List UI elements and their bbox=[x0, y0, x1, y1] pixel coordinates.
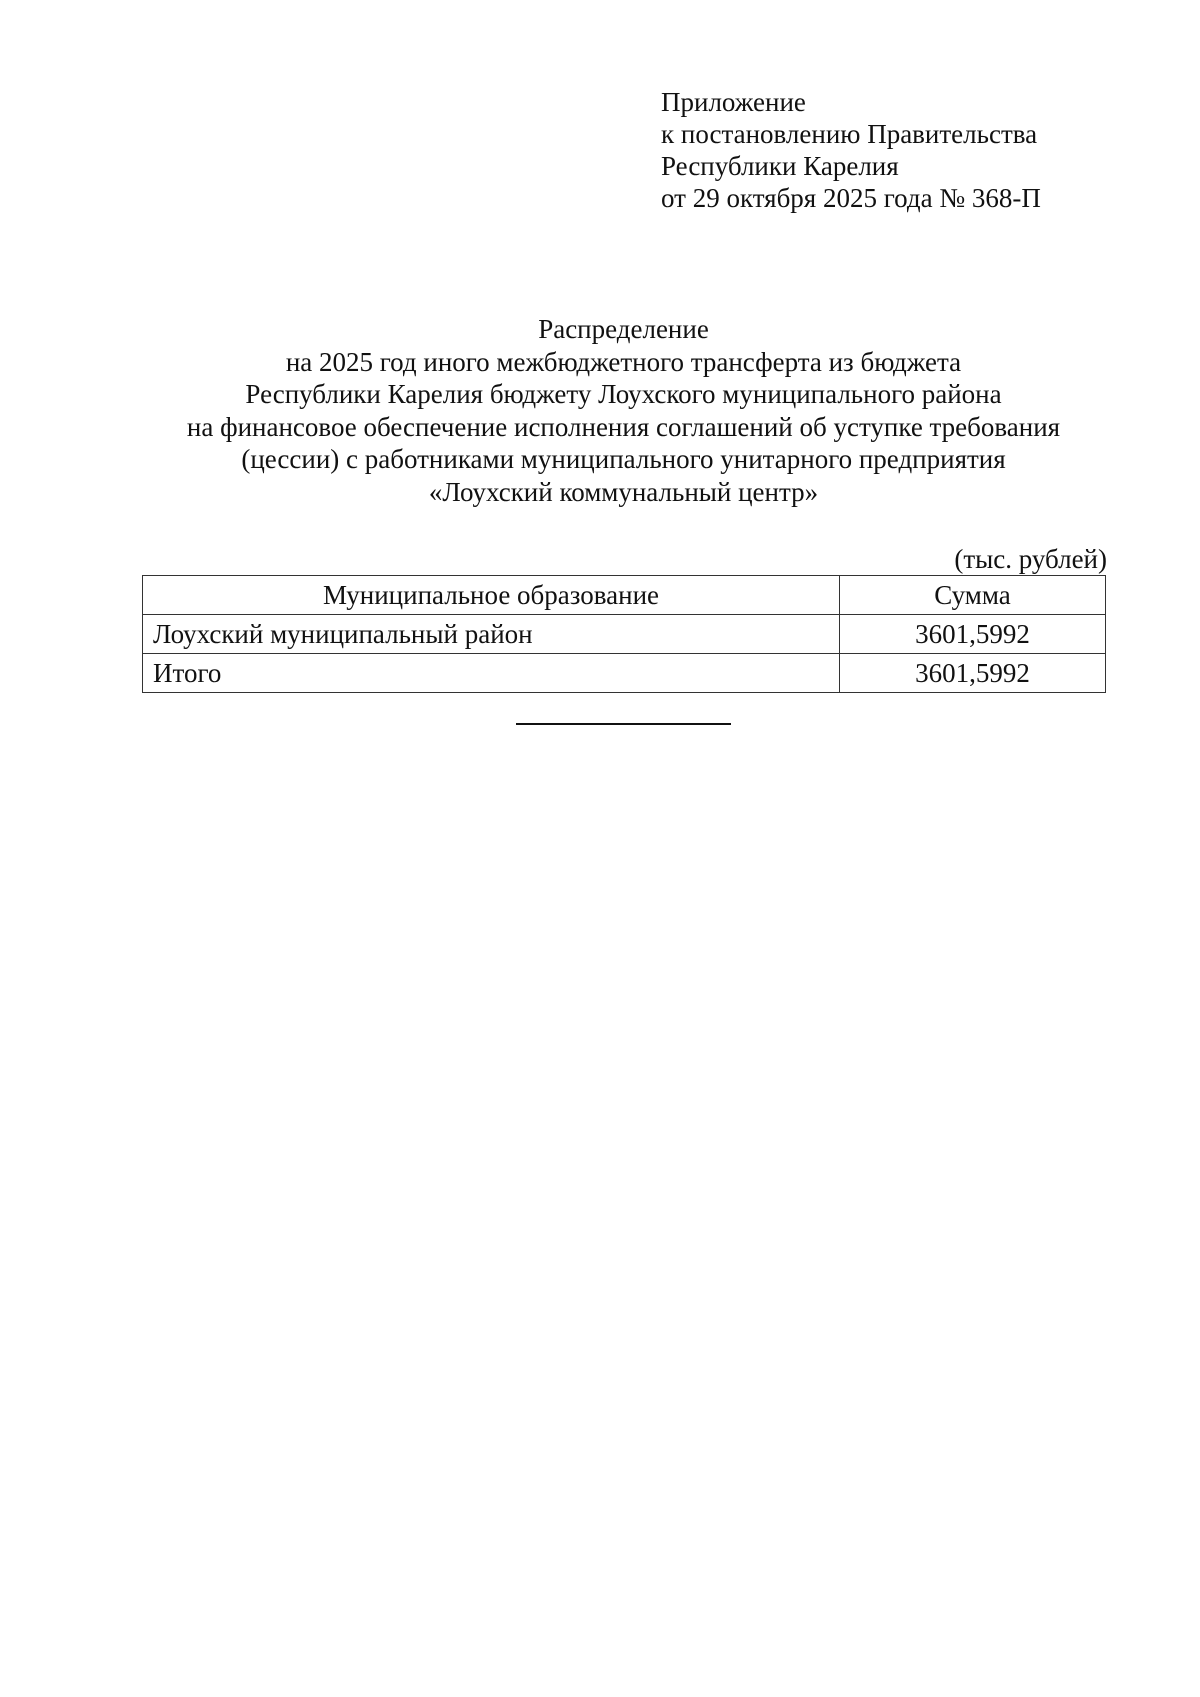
total-label: Итого bbox=[143, 654, 840, 693]
end-divider bbox=[516, 723, 731, 725]
table-header-row bbox=[143, 576, 1106, 615]
table-row-total bbox=[143, 654, 1106, 693]
table-row bbox=[143, 615, 1106, 654]
header-amount: Сумма bbox=[840, 576, 1106, 615]
row-amount: 3601,5992 bbox=[840, 615, 1106, 654]
distribution-table bbox=[142, 575, 1106, 693]
title-line: Республики Карелия бюджету Лоухского муниципального района bbox=[245, 379, 1002, 409]
appendix-line: Республики Карелия bbox=[661, 151, 899, 181]
appendix-line: от 29 октября 2025 года № 368-П bbox=[661, 183, 1041, 213]
header-municipality: Муниципальное образование bbox=[143, 576, 840, 615]
appendix-line: к постановлению Правительства bbox=[661, 119, 1038, 149]
document-title bbox=[0, 313, 1200, 508]
title-line: (цессии) с работниками муниципального унитарного предприятия bbox=[241, 444, 1006, 474]
title-line: на финансовое обеспечение исполнения соглашений об уступке требования bbox=[186, 411, 1061, 442]
appendix-block bbox=[661, 86, 1041, 214]
title-line: на 2025 год иного межбюджетного трансферта из бюджета bbox=[285, 346, 962, 377]
units-label: (тыс. рублей) bbox=[954, 544, 1107, 574]
row-municipality: Лоухский муниципальный район bbox=[143, 615, 840, 654]
total-amount: 3601,5992 bbox=[840, 654, 1106, 693]
title-line: «Лоухский коммунальный центр» bbox=[428, 476, 819, 507]
title-line: Распределение bbox=[538, 314, 709, 344]
appendix-line: Приложение bbox=[661, 87, 806, 117]
